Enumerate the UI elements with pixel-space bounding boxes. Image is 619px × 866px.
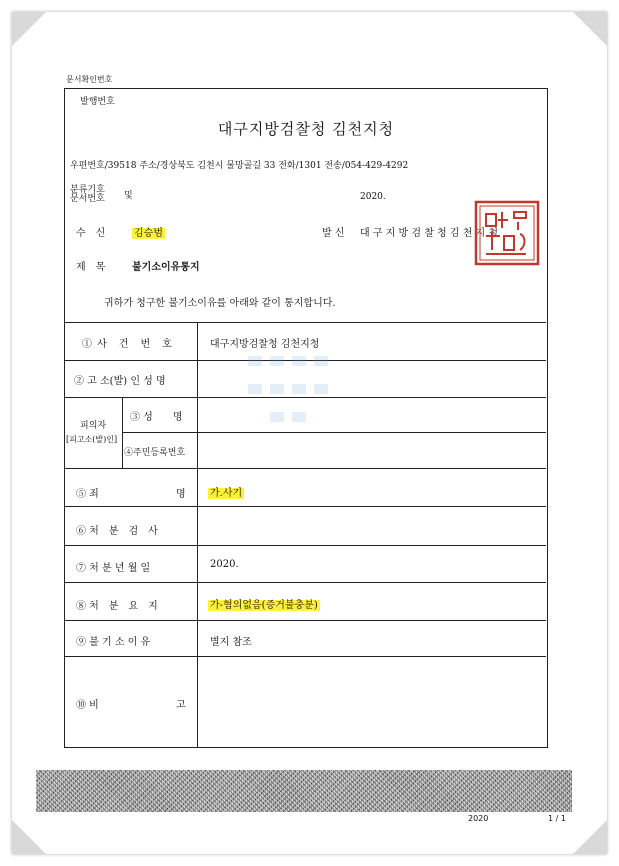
prosecutor-label: ⑥ 처 분 검 사: [76, 526, 158, 537]
name-label: ③ 성 명: [130, 412, 183, 423]
page-corner-fold: [573, 12, 607, 46]
official-seal-icon: [474, 200, 540, 266]
classification-and: 및: [124, 191, 133, 201]
remarks-label-end: 고: [176, 700, 186, 711]
address-line: 우편번호/39518 주소/경상북도 김천시 물망골길 33 전화/1301 전송/054-429-4292: [70, 161, 409, 171]
decision-summary-label: ⑧ 처 분 요 지: [76, 601, 158, 612]
page-number: 1 / 1: [548, 814, 566, 823]
charge-value: 가.사기: [210, 488, 243, 499]
charge-label: ⑤ 죄: [76, 489, 99, 500]
page-title: 대구지방검찰청 김천지청: [217, 120, 395, 138]
barcode-strip: [36, 770, 572, 812]
page-corner-fold: [573, 820, 607, 854]
decision-date-label: ⑦ 처 분 년 월 일: [76, 563, 151, 574]
reason-value: 별지 참조: [210, 637, 252, 648]
suspect-sub-label: [피고소(발)인]: [66, 435, 118, 444]
charge-label-end: 명: [176, 489, 186, 500]
rrn-label: ④주민등록번호: [124, 448, 186, 458]
footer-date: 2020: [468, 814, 489, 823]
case-number-label: ① 사 건 번 호: [82, 339, 173, 350]
issue-date: 2020.: [360, 192, 386, 202]
subject-value: 불기소이유통지: [132, 262, 200, 273]
complainant-label: ② 고 소(발) 인 성 명: [74, 376, 166, 387]
page-corner-fold: [12, 820, 46, 854]
classification-label: 분류기호 문서번호: [70, 185, 105, 204]
case-number-value: 대구지방검찰청 김천지청: [210, 339, 320, 350]
decision-summary-value: 가-혐의없음(증거불충분): [210, 600, 318, 611]
sender-name: 대 구 지 방 검 찰 청 김 천 지 청: [360, 228, 499, 239]
issue-number-label: 발행번호: [80, 97, 115, 107]
suspect-label: 피의자: [80, 421, 107, 431]
subject-label: 제 목: [76, 262, 106, 273]
notice-text: 귀하가 청구한 불기소이유를 아래와 같이 통지합니다.: [104, 298, 336, 309]
reason-label: ⑨ 불 기 소 이 유: [76, 637, 151, 648]
watermark: [240, 350, 380, 510]
remarks-label: ⑩ 비: [76, 700, 99, 711]
page-corner-fold: [12, 12, 46, 46]
sender-label: 발 신: [322, 228, 345, 239]
recipient-label: 수 신: [76, 228, 106, 239]
recipient-name: 김승범: [134, 228, 163, 239]
doc-confirm-label: 문서확인번호: [66, 75, 113, 84]
decision-date-value: 2020.: [210, 559, 239, 570]
